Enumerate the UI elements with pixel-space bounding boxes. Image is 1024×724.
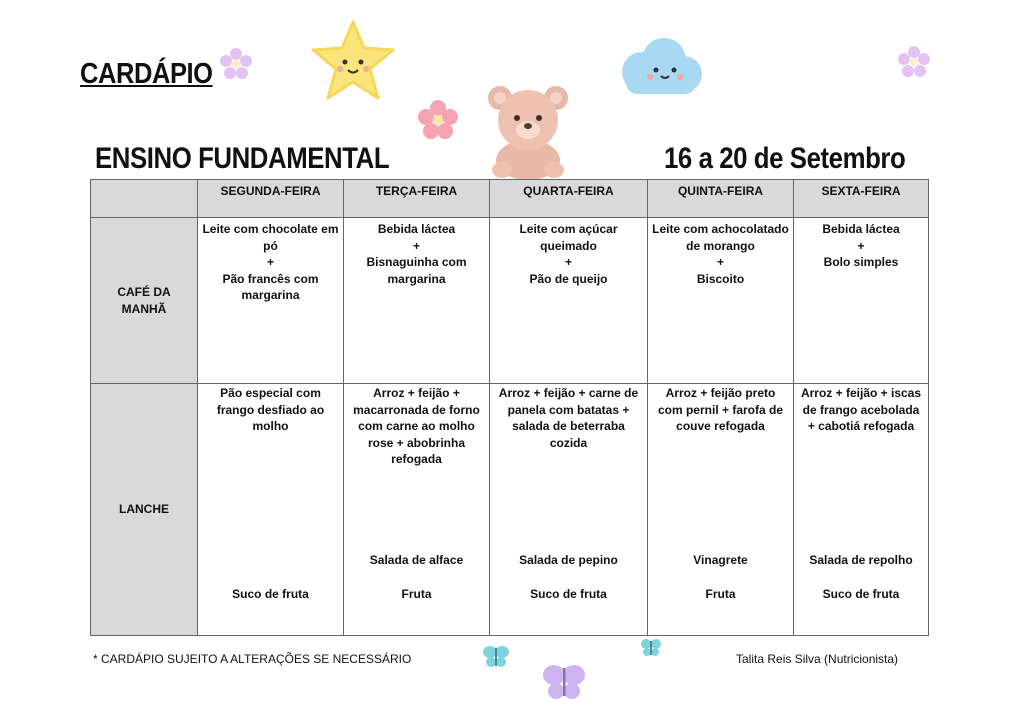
day-header: SEXTA-FEIRA bbox=[794, 180, 929, 218]
lunch-cell: Pão especial com frango desfiado ao molho Suco de fruta bbox=[198, 384, 344, 636]
day-header: TERÇA-FEIRA bbox=[344, 180, 490, 218]
lunch-cell: Arroz + feijão preto com pernil + farofa de couve refogada Vinagrete Fruta bbox=[648, 384, 794, 636]
breakfast-cell: Leite com achocolatado de morango + Biscoito bbox=[648, 218, 794, 384]
date-range-heading: 16 a 20 de Setembro bbox=[664, 142, 906, 175]
table-row bbox=[91, 384, 929, 636]
breakfast-cell: Bebida láctea + Bolo simples bbox=[794, 218, 929, 384]
nutritionist-signature: Talita Reis Silva (Nutricionista) bbox=[736, 652, 899, 666]
row-label-lunch: LANCHE bbox=[91, 384, 198, 636]
teddy-bear-icon bbox=[482, 80, 574, 180]
butterfly-icon bbox=[640, 638, 662, 658]
lunch-cell: Arroz + feijão + carne de panela com batatas + salada de beterraba cozida Salada de pepino Suco de fruta bbox=[490, 384, 648, 636]
lunch-cell: Arroz + feijão + macarronada de forno com carne ao molho rose + abobrinha refogada Salada de alface Fruta bbox=[344, 384, 490, 636]
day-header: SEGUNDA-FEIRA bbox=[198, 180, 344, 218]
day-header: QUARTA-FEIRA bbox=[490, 180, 648, 218]
menu-table bbox=[90, 179, 929, 636]
school-level-heading: ENSINO FUNDAMENTAL bbox=[95, 142, 390, 175]
cloud-icon bbox=[612, 32, 708, 104]
flower-icon bbox=[896, 44, 932, 80]
breakfast-cell: Bebida láctea + Bisnaguinha com margarina bbox=[344, 218, 490, 384]
breakfast-cell: Leite com açúcar queimado + Pão de queijo bbox=[490, 218, 648, 384]
flower-icon bbox=[218, 46, 254, 82]
table-row bbox=[91, 218, 929, 384]
table-header-row bbox=[91, 180, 929, 218]
disclaimer-note: * CARDÁPIO SUJEITO A ALTERAÇÕES SE NECESSÁRIO bbox=[93, 652, 412, 666]
day-header: QUINTA-FEIRA bbox=[648, 180, 794, 218]
corner-cell bbox=[91, 180, 198, 218]
breakfast-cell: Leite com chocolate em pó + Pão francês com margarina bbox=[198, 218, 344, 384]
butterfly-icon bbox=[542, 662, 586, 702]
butterfly-icon bbox=[482, 644, 510, 670]
flower-icon bbox=[416, 98, 460, 142]
page-title: CARDÁPIO bbox=[80, 58, 213, 90]
star-icon bbox=[308, 18, 398, 104]
lunch-cell: Arroz + feijão + iscas de frango acebolada + cabotiá refogada Salada de repolho Suco de fruta bbox=[794, 384, 929, 636]
row-label-breakfast: CAFÉ DA MANHÃ bbox=[91, 218, 198, 384]
